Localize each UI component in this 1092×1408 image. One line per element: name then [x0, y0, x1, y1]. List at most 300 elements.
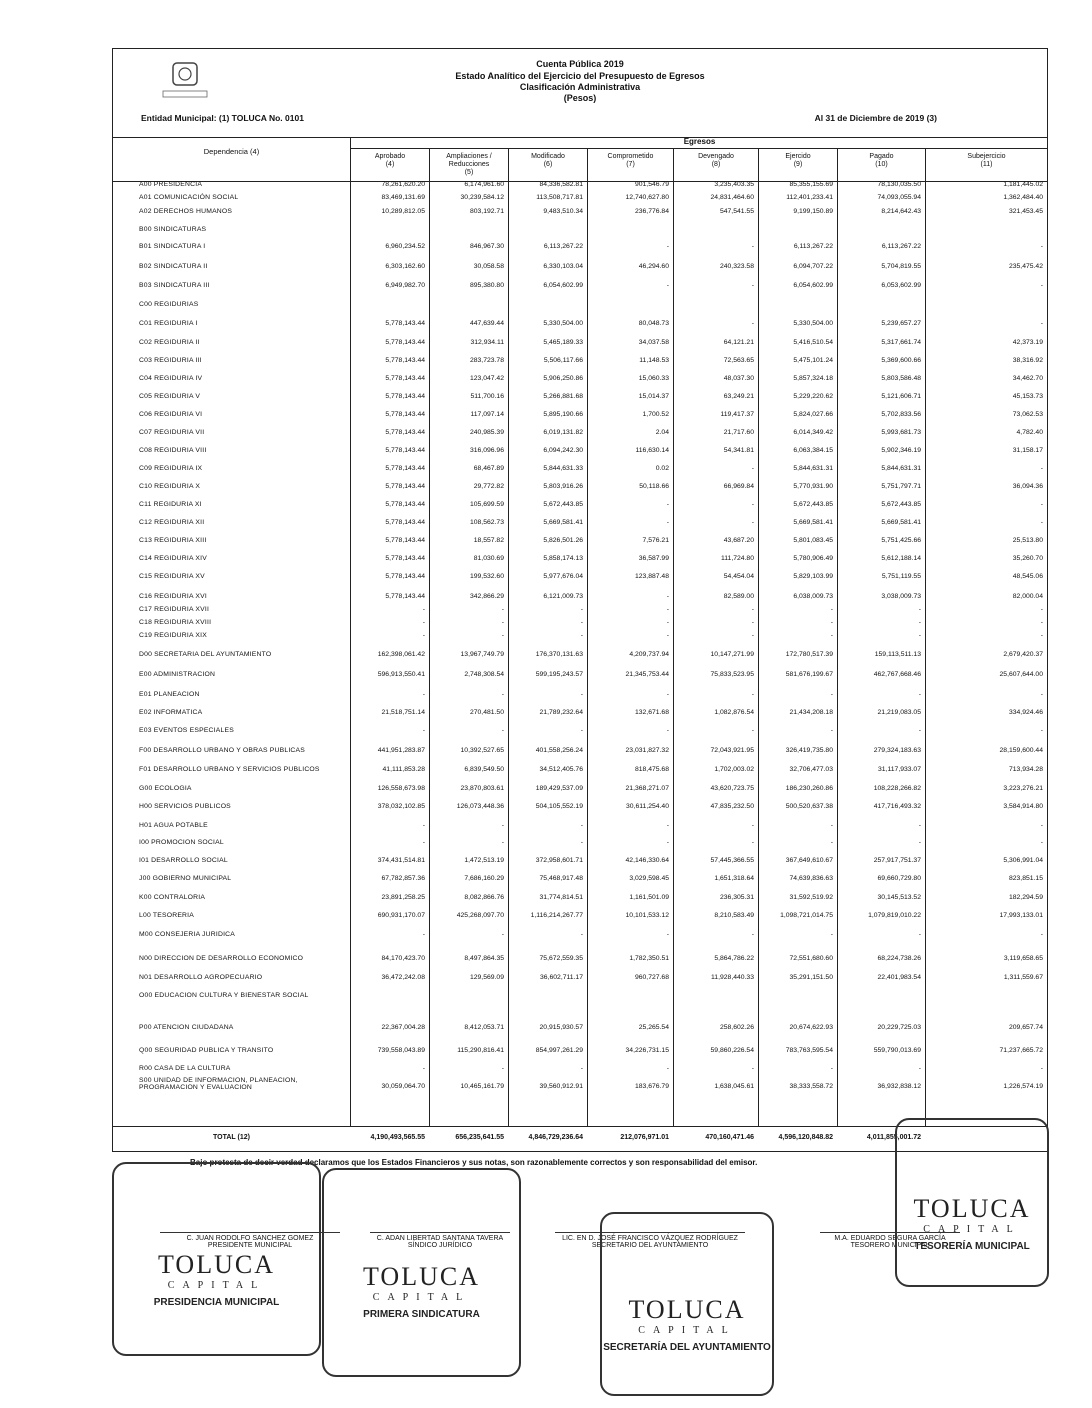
dependencia-label: C14 REGIDURIA XIV — [139, 555, 207, 562]
stamp-capital: CAPITAL — [167, 1279, 266, 1291]
cell-value: 5,895,190.66 — [543, 411, 583, 418]
cell-value: - — [751, 606, 754, 613]
cell-value: 6,053,602.99 — [881, 282, 921, 289]
report-date: Al 31 de Diciembre de 2019 (3) — [814, 113, 937, 123]
cell-value: 5,770,931.90 — [793, 483, 833, 490]
cell-value: - — [751, 632, 754, 639]
dependencia-label: J00 GOBIERNO MUNICIPAL — [139, 875, 232, 882]
cell-value: 5,669,581.41 — [881, 519, 921, 526]
cell-value: 5,612,188.14 — [881, 555, 921, 562]
cell-value: - — [1040, 619, 1043, 626]
cell-value: 48,037.30 — [723, 375, 754, 382]
cell-value: 5,330,504.00 — [543, 320, 583, 327]
cell-value: 6,949,982.70 — [385, 282, 425, 289]
cell-value: 504,105,552.19 — [535, 803, 583, 810]
cell-value: - — [751, 727, 754, 734]
cell-value: 83,469,131.69 — [381, 194, 425, 201]
cell-value: 64,121.21 — [723, 339, 754, 346]
cell-value: - — [830, 839, 833, 846]
cell-value: - — [1040, 282, 1043, 289]
cell-value: 1,311,559.67 — [1003, 974, 1043, 981]
cell-value: 5,902,346.19 — [881, 447, 921, 454]
cell-value: 47,835,232.50 — [710, 803, 754, 810]
cell-value: - — [580, 822, 583, 829]
cell-value: 316,096.96 — [469, 447, 504, 454]
cell-value: - — [918, 691, 921, 698]
cell-value: - — [830, 1065, 833, 1072]
cell-value: 3,584,914.80 — [1003, 803, 1043, 810]
cell-value: 10,147,271.99 — [710, 651, 754, 658]
cell-value: 57,445,366.55 — [710, 857, 754, 864]
cell-value: - — [751, 839, 754, 846]
cell-value: 739,558,043.89 — [377, 1047, 425, 1054]
column-label: Comprometido — [607, 153, 654, 160]
cell-value: 5,857,324.18 — [793, 375, 833, 382]
cell-value: - — [830, 822, 833, 829]
table-row — [113, 1024, 1047, 1036]
column-label: Subejercicio — [967, 153, 1006, 160]
cell-value: 5,864,786.22 — [714, 955, 754, 962]
table-row — [113, 501, 1047, 513]
table-row — [113, 709, 1047, 721]
cell-value: - — [1040, 465, 1043, 472]
cell-value: - — [666, 243, 669, 250]
cell-value: 30,058.58 — [473, 263, 504, 270]
cell-value: 17,993,133.01 — [999, 912, 1043, 919]
cell-value: - — [918, 619, 921, 626]
cell-value: - — [751, 619, 754, 626]
dependencia-label: C18 REGIDURIA XVIII — [139, 619, 212, 626]
cell-value: 6,063,384.15 — [793, 447, 833, 454]
cell-value: 82,589.00 — [723, 593, 754, 600]
cell-value: 6,094,707.22 — [793, 263, 833, 270]
dependencia-label: C10 REGIDURIA X — [139, 483, 201, 490]
cell-value: - — [1040, 320, 1043, 327]
dependencia-label: C15 REGIDURIA XV — [139, 573, 205, 580]
table-row — [113, 357, 1047, 369]
cell-value: 69,660,729.80 — [877, 875, 921, 882]
cell-value: 43,620,723.75 — [710, 785, 754, 792]
table-row — [113, 606, 1047, 618]
table-row — [113, 339, 1047, 351]
cell-value: 54,454.04 — [723, 573, 754, 580]
cell-value: - — [751, 931, 754, 938]
dependencia-label: K00 CONTRALORIA — [139, 894, 206, 901]
cell-value: 599,195,243.57 — [535, 671, 583, 678]
column-label: Ejercido — [785, 153, 811, 160]
table-row — [113, 974, 1047, 986]
cell-value: 1,638,045.61 — [714, 1083, 754, 1090]
cell-value: 20,674,622.93 — [789, 1024, 833, 1031]
cell-value: - — [1040, 839, 1043, 846]
cell-value: - — [666, 282, 669, 289]
cell-value: 84,170,423.70 — [381, 955, 425, 962]
cell-value: - — [666, 822, 669, 829]
cell-value: 108,228,266.82 — [873, 785, 921, 792]
stamp-emblem-icon — [324, 1170, 519, 1262]
cell-value: 5,672,443.85 — [881, 501, 921, 508]
cell-value: 15,060.33 — [638, 375, 669, 382]
cell-value: - — [830, 727, 833, 734]
cell-value: 59,860,226.54 — [710, 1047, 754, 1054]
cell-value: - — [918, 931, 921, 938]
table-row — [113, 785, 1047, 797]
cell-value: - — [580, 931, 583, 938]
column-header-5 — [673, 149, 758, 181]
cell-value: 80,048.73 — [638, 320, 669, 327]
column-header-6 — [758, 149, 837, 181]
cell-value: - — [580, 839, 583, 846]
cell-value: 31,774,814.51 — [539, 894, 583, 901]
cell-value: - — [666, 691, 669, 698]
cell-value: 5,780,906.49 — [793, 555, 833, 562]
table-row — [113, 1047, 1047, 1059]
cell-value: - — [666, 593, 669, 600]
cell-value: 8,497,864.35 — [464, 955, 504, 962]
cell-value: - — [1040, 243, 1043, 250]
cell-value: 85,355,155.69 — [789, 181, 833, 188]
table-row — [113, 226, 1047, 238]
table-row — [113, 1065, 1047, 1077]
cell-value: 374,431,514.81 — [377, 857, 425, 864]
cell-value: 279,324,183.63 — [873, 747, 921, 754]
dependencia-label: I01 DESARROLLO SOCIAL — [139, 857, 228, 864]
cell-value: 38,316.92 — [1012, 357, 1043, 364]
cell-value: 3,029,598.45 — [629, 875, 669, 882]
cell-value: 12,740,627.80 — [625, 194, 669, 201]
cell-value: 21,717.60 — [723, 429, 754, 436]
cell-value: 5,977,676.04 — [543, 573, 583, 580]
cell-value: 15,014.37 — [638, 393, 669, 400]
cell-value: 6,054,602.99 — [793, 282, 833, 289]
cell-value: - — [1040, 519, 1043, 526]
cell-value: 5,993,681.73 — [881, 429, 921, 436]
cell-value: 22,367,004.28 — [381, 1024, 425, 1031]
cell-value: 31,592,519.92 — [789, 894, 833, 901]
cell-value: 236,776.84 — [634, 208, 669, 215]
cell-value: 129,569.09 — [469, 974, 504, 981]
cell-value: 31,117,933.07 — [878, 766, 921, 773]
signer-name: M.A. EDUARDO SEGURA GARCÍA — [820, 1232, 960, 1242]
cell-value: 117,097.14 — [470, 411, 504, 418]
cell-value: 5,803,586.48 — [881, 375, 921, 382]
cell-value: 4,782.40 — [1016, 429, 1043, 436]
cell-value: 10,289,812.05 — [381, 208, 425, 215]
cell-value: 1,082,876.54 — [714, 709, 754, 716]
cell-value: 803,192.71 — [469, 208, 504, 215]
cell-value: 500,520,637.38 — [785, 803, 833, 810]
table-row — [113, 411, 1047, 423]
cell-value: 36,472,242.08 — [381, 974, 425, 981]
cell-value: 235,475.42 — [1008, 263, 1043, 270]
dependencia-label: C06 REGIDURIA VI — [139, 411, 203, 418]
cell-value: 425,268,097.70 — [456, 912, 504, 919]
cell-value: 5,778,143.44 — [385, 537, 425, 544]
report-header — [113, 49, 1047, 138]
dependencia-label: F01 DESARROLLO URBANO Y SERVICIOS PUBLICOS — [139, 766, 320, 773]
cell-value: 10,392,527.65 — [460, 747, 504, 754]
cell-value: 186,230,260.86 — [785, 785, 833, 792]
cell-value: 5,778,143.44 — [385, 555, 425, 562]
cell-value: 23,870,803.61 — [460, 785, 504, 792]
dependencia-label: E00 ADMINISTRACION — [139, 671, 216, 678]
cell-value: - — [751, 243, 754, 250]
cell-value: 5,239,657.27 — [881, 320, 921, 327]
stamp-capital: CAPITAL — [638, 1325, 736, 1336]
cell-value: - — [580, 691, 583, 698]
cell-value: 13,967,749.79 — [460, 651, 504, 658]
table-row — [113, 931, 1047, 943]
cell-value: 38,333,558.72 — [789, 1083, 833, 1090]
total-value: 4,846,729,236.64 — [528, 1134, 583, 1141]
stamp-city: TOLUCA — [628, 1295, 746, 1324]
cell-value: 39,560,912.91 — [539, 1083, 583, 1090]
cell-value: - — [501, 619, 504, 626]
column-number: (7) — [626, 161, 635, 168]
cell-value: 6,019,131.82 — [543, 429, 583, 436]
cell-value: 5,229,220.62 — [793, 393, 833, 400]
cell-value: - — [501, 606, 504, 613]
cell-value: 113,508,717.81 — [536, 194, 583, 201]
column-header — [113, 137, 1047, 182]
cell-value: 25,265.54 — [638, 1024, 669, 1031]
stamp-city: TOLUCA — [913, 1194, 1031, 1224]
cell-value: - — [422, 822, 425, 829]
table-row — [113, 519, 1047, 531]
cell-value: 283,723.78 — [469, 357, 504, 364]
cell-value: 5,465,189.33 — [543, 339, 583, 346]
cell-value: - — [830, 606, 833, 613]
cell-value: 312,934.11 — [470, 339, 504, 346]
cell-value: 6,113,267.22 — [793, 243, 833, 250]
cell-value: - — [830, 931, 833, 938]
cell-value: - — [501, 931, 504, 938]
cell-value: - — [830, 632, 833, 639]
dependencia-label: C12 REGIDURIA XII — [139, 519, 205, 526]
column-number: (4) — [385, 161, 395, 168]
cell-value: 5,778,143.44 — [385, 573, 425, 580]
column-header-4 — [587, 149, 673, 181]
cell-value: 713,934.28 — [1008, 766, 1043, 773]
table-row — [113, 651, 1047, 663]
cell-value: 82,000.04 — [1012, 593, 1043, 600]
cell-value: 6,330,103.04 — [543, 263, 583, 270]
cell-value: 126,558,673.98 — [377, 785, 425, 792]
cell-value: 46,294.60 — [638, 263, 669, 270]
cell-value: - — [918, 632, 921, 639]
column-header-1 — [350, 149, 429, 181]
cell-value: 1,181,445.02 — [1003, 181, 1043, 188]
cell-value: 9,483,510.34 — [543, 208, 583, 215]
cell-value: 1,116,214,267.77 — [530, 912, 583, 919]
cell-value: 559,790,013.69 — [873, 1047, 921, 1054]
cell-value: 5,704,819.55 — [881, 263, 921, 270]
cell-value: - — [422, 619, 425, 626]
cell-value: - — [666, 606, 669, 613]
table-row — [113, 912, 1047, 924]
cell-value: - — [422, 606, 425, 613]
table-row — [113, 483, 1047, 495]
cell-value: 3,119,658.65 — [1003, 955, 1043, 962]
cell-value: 30,059,064.70 — [381, 1083, 425, 1090]
cell-value: 5,266,881.68 — [543, 393, 583, 400]
cell-value: 6,174,961.60 — [464, 181, 504, 188]
cell-value: 5,475,101.24 — [793, 357, 833, 364]
cell-value: - — [580, 727, 583, 734]
cell-value: 5,751,797.71 — [881, 483, 921, 490]
cell-value: 5,844,631.33 — [543, 465, 583, 472]
dependencia-label: H01 AGUA POTABLE — [139, 822, 208, 829]
cell-value: 5,778,143.44 — [385, 393, 425, 400]
cell-value: - — [751, 282, 754, 289]
cell-value: - — [751, 1065, 754, 1072]
cell-value: 326,419,735.80 — [785, 747, 833, 754]
cell-value: 126,073,448.36 — [456, 803, 504, 810]
cell-value: - — [422, 1065, 425, 1072]
dependencia-label: C11 REGIDURIA XI — [139, 501, 202, 508]
cell-value: - — [1040, 606, 1043, 613]
dependencia-label: C13 REGIDURIA XIII — [139, 537, 207, 544]
cell-value: 67,782,857.36 — [381, 875, 425, 882]
cell-value: 0.02 — [655, 465, 669, 472]
cell-value: 2.04 — [655, 429, 669, 436]
cell-value: 123,887.48 — [634, 573, 669, 580]
cell-value: 35,260.70 — [1012, 555, 1043, 562]
cell-value: 6,054,602.99 — [543, 282, 583, 289]
table-row — [113, 822, 1047, 834]
cell-value: 5,778,143.44 — [385, 519, 425, 526]
column-header-8 — [925, 149, 1047, 181]
cell-value: - — [918, 606, 921, 613]
cell-value: 209,657.74 — [1008, 1024, 1043, 1031]
stamp-department: PRIMERA SINDICATURA — [363, 1309, 480, 1321]
total-label: TOTAL (12) — [213, 1134, 250, 1141]
cell-value: 596,913,550.41 — [377, 671, 425, 678]
cell-value: 34,226,731.15 — [625, 1047, 669, 1054]
cell-value: 111,724.80 — [720, 555, 754, 562]
cell-value: 21,368,271.07 — [625, 785, 669, 792]
cell-value: 2,679,420.37 — [1003, 651, 1043, 658]
cell-value: 5,330,504.00 — [793, 320, 833, 327]
table-row — [113, 727, 1047, 739]
cell-value: 5,702,833.56 — [881, 411, 921, 418]
cell-value: 5,672,443.85 — [793, 501, 833, 508]
cell-value: - — [580, 619, 583, 626]
cell-value: - — [751, 822, 754, 829]
cell-value: 183,676.79 — [634, 1083, 669, 1090]
total-value: 470,160,471.46 — [705, 1134, 754, 1141]
table-row — [113, 573, 1047, 585]
cell-value: 32,706,477.03 — [789, 766, 833, 773]
cell-value: 846,967.30 — [469, 243, 504, 250]
cell-value: 68,224,738.26 — [877, 955, 921, 962]
signer-role: TESORERO MUNICIPAL — [850, 1242, 930, 1249]
cell-value: 42,373.19 — [1012, 339, 1043, 346]
cell-value: 10,465,161.79 — [460, 1083, 504, 1090]
cell-value: 6,094,242.30 — [543, 447, 583, 454]
column-header-7 — [837, 149, 925, 181]
cell-value: 116,630.14 — [635, 447, 669, 454]
official-stamp — [322, 1168, 521, 1377]
cell-value: 1,702,003.02 — [714, 766, 754, 773]
cell-value: - — [1040, 501, 1043, 508]
dependencia-label: N00 DIRECCION DE DESARROLLO ECONOMICO — [139, 955, 304, 962]
cell-value: 21,345,753.44 — [625, 671, 669, 678]
cell-value: 1,700.52 — [642, 411, 669, 418]
signer-name: LIC. EN D. JOSÉ FRANCISCO VÁZQUEZ RODRÍGUEZ — [555, 1232, 745, 1242]
cell-value: 5,803,916.26 — [543, 483, 583, 490]
column-label: Aprobado — [374, 153, 406, 160]
cell-value: 72,563.65 — [723, 357, 754, 364]
cell-value: 462,767,668.46 — [873, 671, 921, 678]
cell-value: 4,209,737.94 — [629, 651, 669, 658]
official-stamp — [895, 1118, 1049, 1287]
dependencia-label: E03 EVENTOS ESPECIALES — [139, 727, 234, 734]
cell-value: 854,997,261.29 — [535, 1047, 583, 1054]
cell-value: 105,699.59 — [469, 501, 504, 508]
cell-value: 270,481.50 — [469, 709, 504, 716]
table-row — [113, 632, 1047, 644]
cell-value: 1,161,501.09 — [629, 894, 669, 901]
cell-value: 6,014,349.42 — [793, 429, 833, 436]
stamp-emblem-icon — [114, 1164, 319, 1250]
cell-value: 8,082,866.76 — [464, 894, 504, 901]
cell-value: - — [1040, 727, 1043, 734]
dependencia-label: F00 DESARROLLO URBANO Y OBRAS PUBLICAS — [139, 747, 305, 754]
cell-value: 20,915,930.57 — [539, 1024, 583, 1031]
cell-value: 5,669,581.41 — [543, 519, 583, 526]
cell-value: 5,826,501.26 — [543, 537, 583, 544]
table-row — [113, 208, 1047, 220]
cell-value: 6,038,009.73 — [793, 593, 833, 600]
dependencia-label: Q00 SEGURIDAD PUBLICA Y TRANSITO — [139, 1047, 274, 1054]
cell-value: 401,558,256.24 — [535, 747, 583, 754]
cell-value: 240,985.39 — [469, 429, 504, 436]
cell-value: 5,669,581.41 — [793, 519, 833, 526]
cell-value: - — [830, 619, 833, 626]
cell-value: - — [1040, 931, 1043, 938]
cell-value: 236,305.31 — [719, 894, 754, 901]
table-row — [113, 555, 1047, 567]
cell-value: - — [666, 632, 669, 639]
dependencia-label: C16 REGIDURIA XVI — [139, 593, 207, 600]
cell-value: 71,237,665.72 — [999, 1047, 1043, 1054]
total-value: 4,190,493,565.55 — [370, 1134, 425, 1141]
table-row — [113, 375, 1047, 387]
cell-value: 1,079,819,010.22 — [868, 912, 921, 919]
cell-value: - — [918, 727, 921, 734]
table-row — [113, 671, 1047, 683]
dependencia-label: B02 SINDICATURA II — [139, 263, 208, 270]
dependencia-label: M00 CONSEJERIA JURIDICA — [139, 931, 235, 938]
cell-value: 31,158.17 — [1012, 447, 1043, 454]
stamp-city: TOLUCA — [363, 1262, 480, 1292]
dependencia-label: D00 SECRETARIA DEL AYUNTAMIENTO — [139, 651, 272, 658]
cell-value: 441,951,283.87 — [377, 747, 425, 754]
cell-value: 321,453.45 — [1008, 208, 1043, 215]
cell-value: 3,235,403.35 — [714, 181, 754, 188]
report-frame — [112, 48, 1048, 1152]
cell-value: 5,306,991.04 — [1003, 857, 1043, 864]
report-subtitle: Estado Analítico del Ejercicio del Presupuesto de Egresos — [455, 71, 705, 81]
dependencia-label: B01 SINDICATURA I — [139, 243, 206, 250]
cell-value: - — [666, 501, 669, 508]
table-row — [113, 955, 1047, 967]
cell-value: 5,778,143.44 — [385, 447, 425, 454]
cell-value: 21,789,232.64 — [539, 709, 583, 716]
cell-value: 342,866.29 — [469, 593, 504, 600]
cell-value: 6,113,267.22 — [881, 243, 921, 250]
